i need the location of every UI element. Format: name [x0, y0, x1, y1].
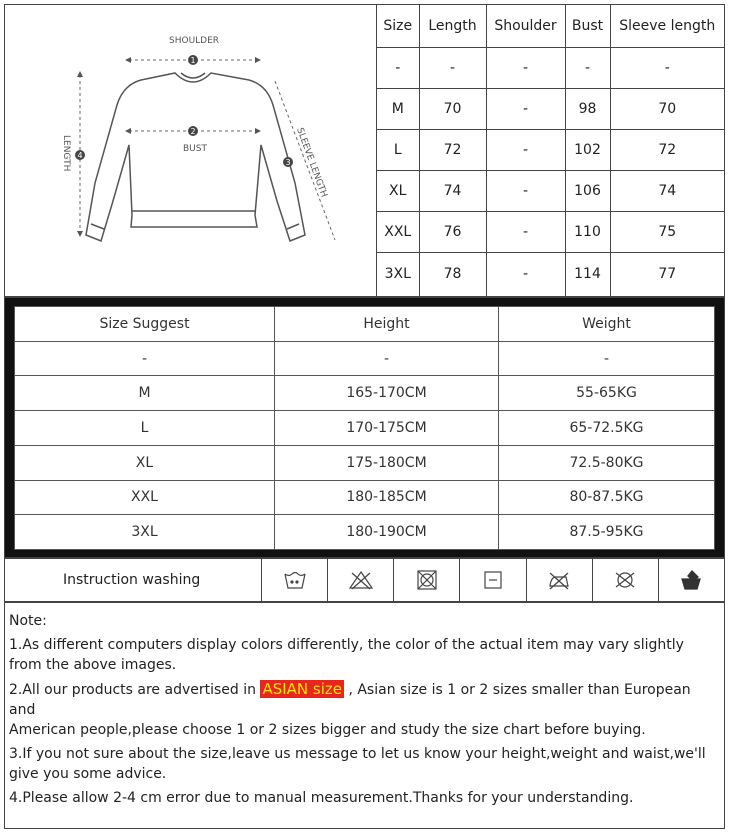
- table-cell: 114: [565, 252, 610, 296]
- table-cell: 74: [610, 170, 724, 211]
- table-cell: XXL: [377, 211, 419, 252]
- sweater-diagram: [5, 5, 377, 296]
- marker-4: 4: [77, 151, 83, 160]
- column-header-length: Length: [419, 5, 486, 47]
- table-cell: 110: [565, 211, 610, 252]
- marker-3: 3: [285, 158, 291, 167]
- length-label: LENGTH: [61, 135, 71, 172]
- line-dry-icon: [460, 559, 526, 601]
- table-cell: 180-185CM: [275, 480, 499, 515]
- table-cell: XL: [377, 170, 419, 211]
- notes-section: [4, 602, 725, 829]
- asian-size-highlight: ASIAN size: [262, 680, 342, 698]
- marker-2: 2: [190, 127, 196, 136]
- table-row: [15, 411, 715, 446]
- shoulder-label: SHOULDER: [169, 36, 220, 46]
- table-cell: 70: [610, 88, 724, 129]
- column-header-bust: Bust: [565, 5, 610, 47]
- table-header-row: [377, 5, 724, 47]
- table-cell: -: [486, 252, 565, 296]
- table-cell: -: [419, 47, 486, 88]
- column-header-weight: Weight: [499, 307, 715, 342]
- size-suggest-table: [14, 306, 715, 550]
- table-cell: 170-175CM: [275, 411, 499, 446]
- table-cell: 77: [610, 252, 724, 296]
- sweater-sketch-icon: [5, 5, 377, 296]
- table-row: [377, 211, 724, 252]
- table-cell: -: [486, 170, 565, 211]
- table-cell: -: [15, 341, 275, 376]
- washing-instructions-row: [4, 558, 725, 602]
- table-cell: 180-190CM: [275, 515, 499, 550]
- table-cell: 98: [565, 88, 610, 129]
- table-cell: -: [377, 47, 419, 88]
- table-cell: -: [486, 47, 565, 88]
- note-2-text: 2.All our products are advertised in: [9, 682, 261, 698]
- table-cell: -: [565, 47, 610, 88]
- size-table: [377, 5, 724, 296]
- marker-1: 1: [190, 56, 196, 65]
- table-cell: 3XL: [377, 252, 419, 296]
- washing-label: Instruction washing: [5, 559, 262, 601]
- table-row: [15, 445, 715, 480]
- column-header-height: Height: [275, 307, 499, 342]
- table-cell: XL: [15, 445, 275, 480]
- table-cell: 55-65KG: [499, 376, 715, 411]
- table-cell: 70: [419, 88, 486, 129]
- table-row: [15, 341, 715, 376]
- table-cell: -: [499, 341, 715, 376]
- table-cell: 80-87.5KG: [499, 480, 715, 515]
- table-cell: L: [377, 129, 419, 170]
- column-header-sleeve-length: Sleeve length: [610, 5, 724, 47]
- sleeve-length-label: SLEEVE LENGTH: [294, 126, 329, 199]
- table-row: [377, 129, 724, 170]
- table-cell: -: [610, 47, 724, 88]
- table-row: [15, 480, 715, 515]
- no-tumble-dry-icon: [394, 559, 460, 601]
- table-cell: 76: [419, 211, 486, 252]
- size-chart-section: [4, 4, 725, 297]
- table-cell: -: [486, 88, 565, 129]
- table-cell: 175-180CM: [275, 445, 499, 480]
- table-cell: -: [486, 129, 565, 170]
- table-cell: 75: [610, 211, 724, 252]
- table-row: [15, 376, 715, 411]
- do-not-wring-icon: [659, 559, 724, 601]
- table-cell: 106: [565, 170, 610, 211]
- column-header-size-suggest: Size Suggest: [15, 307, 275, 342]
- no-iron-icon: [527, 559, 593, 601]
- table-row: [377, 88, 724, 129]
- table-cell: 65-72.5KG: [499, 411, 715, 446]
- bust-label: BUST: [183, 144, 207, 154]
- note-3: 3.If you not sure about the size,leave us message to let us know your height,weight and waist,we'll give you some advice.: [9, 746, 706, 782]
- table-cell: 72.5-80KG: [499, 445, 715, 480]
- table-cell: M: [15, 376, 275, 411]
- table-header-row: [15, 307, 715, 342]
- table-row: [377, 252, 724, 296]
- note-2-text-cont: , Asian size is 1 or 2 sizes smaller than European and: [9, 682, 691, 718]
- column-header-size: Size: [377, 5, 419, 47]
- notes-heading: Note:: [9, 613, 47, 629]
- table-cell: 87.5-95KG: [499, 515, 715, 550]
- column-header-shoulder: Shoulder: [486, 5, 565, 47]
- table-cell: 72: [610, 129, 724, 170]
- table-row: [377, 170, 724, 211]
- table-cell: XXL: [15, 480, 275, 515]
- table-cell: 74: [419, 170, 486, 211]
- note-2: [9, 679, 720, 720]
- hand-wash-icon: [262, 559, 328, 601]
- table-cell: -: [486, 211, 565, 252]
- note-1: 1.As different computers display colors differently, the color of the actual item may vary slightly from the above images.: [9, 637, 684, 673]
- table-cell: 102: [565, 129, 610, 170]
- table-cell: 3XL: [15, 515, 275, 550]
- no-dry-clean-icon: [593, 559, 659, 601]
- table-row: [377, 47, 724, 88]
- table-cell: -: [275, 341, 499, 376]
- table-cell: L: [15, 411, 275, 446]
- table-cell: M: [377, 88, 419, 129]
- note-2-line-2: American people,please choose 1 or 2 sizes bigger and study the size chart before buying.: [9, 722, 646, 738]
- no-bleach-icon: [328, 559, 394, 601]
- size-suggest-section: [4, 297, 725, 558]
- table-row: [15, 515, 715, 550]
- table-cell: 165-170CM: [275, 376, 499, 411]
- table-cell: 78: [419, 252, 486, 296]
- table-cell: 72: [419, 129, 486, 170]
- note-4: 4.Please allow 2-4 cm error due to manual measurement.Thanks for your understanding.: [9, 790, 634, 806]
